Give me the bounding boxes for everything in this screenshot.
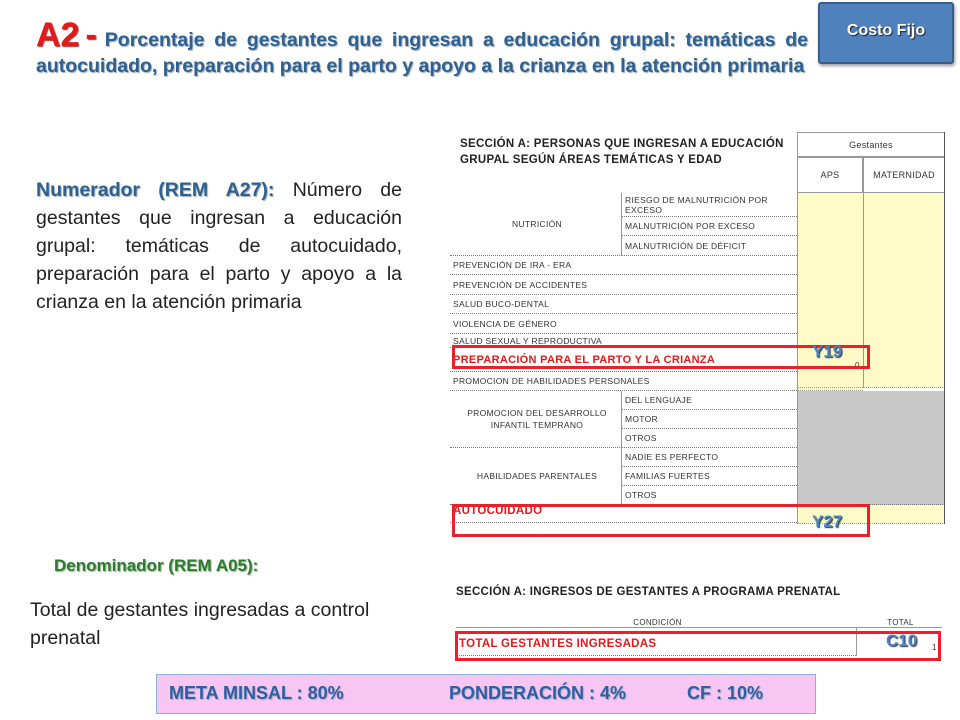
denominator-label: Denominador (REM A05): — [54, 556, 259, 575]
row-otros-parentales: OTROS — [622, 486, 797, 505]
page-title — [36, 16, 808, 79]
highlight-total-box — [455, 631, 941, 661]
row-motor: MOTOR — [622, 410, 797, 429]
cell-y19-label: Y19 — [812, 342, 843, 361]
table2-section-title: SECCIÓN A: INGRESOS DE GESTANTES A PROGRAMA PRENATAL — [456, 586, 841, 598]
group-habilidades-parentales: HABILIDADES PARENTALES — [450, 448, 622, 505]
meta-minsal: META MINSAL : 80% — [169, 683, 344, 703]
grey-disabled-cells — [797, 391, 945, 505]
row-prevencion-ira: PREVENCIÓN DE IRA - ERA — [450, 256, 797, 275]
cell-c10-label: C10 — [886, 631, 918, 650]
indicator-code: A2 — [36, 16, 80, 54]
row-familias-fuertes: FAMILIAS FUERTES — [622, 467, 797, 486]
meta-bar — [156, 674, 816, 714]
table1-section-title: SECCIÓN A: PERSONAS QUE INGRESAN A EDUCACIÓN GRUPAL SEGÚN ÁREAS TEMÁTICAS Y EDAD — [460, 138, 784, 166]
header-maternidad: MATERNIDAD — [863, 157, 945, 193]
row-otros-desarrollo: OTROS — [622, 429, 797, 448]
row-malnutricion-deficit: MALNUTRICIÓN DE DÉFICIT — [622, 236, 797, 256]
group-nutricion: NUTRICIÓN — [450, 193, 622, 256]
title-dash: - — [85, 16, 97, 54]
numerator-block — [36, 176, 402, 316]
row-habilidades-personales: PROMOCION DE HABILIDADES PERSONALES — [450, 372, 797, 391]
row-preparacion-parto: PREPARACIÓN PARA EL PARTO Y LA CRIANZA — [450, 348, 797, 372]
meta-cf: CF : 10% — [687, 683, 764, 703]
row-salud-sexual: SALUD SEXUAL Y REPRODUCTIVA — [450, 334, 797, 348]
table1-right-border — [944, 132, 945, 524]
maternidad-yellow-cells — [863, 193, 945, 388]
header-gestantes: Gestantes — [797, 132, 945, 157]
row-salud-buco-dental: SALUD BUCO-DENTAL — [450, 295, 797, 314]
header-aps: APS — [797, 157, 863, 193]
total-value: 1 — [932, 643, 937, 652]
header-total: TOTAL — [856, 618, 942, 628]
indicator-title: Porcentaje de gestantes que ingresan a educación grupal: temáticas de autocuidado, preparación para el parto y apoyo a la crianza en la atención primaria — [36, 29, 808, 77]
highlight-preparacion-box — [452, 345, 870, 369]
row-nadie-es-perfecto: NADIE ES PERFECTO — [622, 448, 797, 467]
row-riesgo-malnutricion: RIESGO DE MALNUTRICIÓN POR EXCESO — [622, 193, 797, 217]
row-del-lenguaje: DEL LENGUAJE — [622, 391, 797, 410]
highlight-autocuidado-box — [452, 504, 870, 537]
header-condicion: CONDICIÓN — [456, 618, 856, 628]
numerator-label: Numerador (REM A27): — [36, 179, 275, 201]
row-total-gestantes: TOTAL GESTANTES INGRESADAS — [456, 632, 856, 656]
group-desarrollo-infantil: PROMOCION DEL DESARROLLO INFANTIL TEMPRANO — [450, 391, 622, 448]
rem-a27-table — [450, 132, 945, 524]
row-prevencion-accidentes: PREVENCIÓN DE ACCIDENTES — [450, 275, 797, 295]
preparacion-value: 0 — [855, 361, 860, 370]
row-autocuidado: AUTOCUIDADO — [450, 505, 797, 523]
numerator-text: Número de gestantes que ingresan a educación grupal: temáticas de autocuidado, preparación para el parto y apoyo a la crianza en la atención primaria — [36, 179, 402, 313]
cell-y27-label: Y27 — [812, 512, 843, 531]
row-malnutricion-exceso: MALNUTRICIÓN POR EXCESO — [622, 217, 797, 236]
costo-fijo-badge: Costo Fijo — [818, 2, 954, 64]
denominator-text: Total de gestantes ingresadas a control prenatal — [30, 599, 370, 649]
meta-ponderacion: PONDERACIÓN : 4% — [449, 683, 627, 703]
row-violencia-genero: VIOLENCIA DE GÉNERO — [450, 314, 797, 334]
